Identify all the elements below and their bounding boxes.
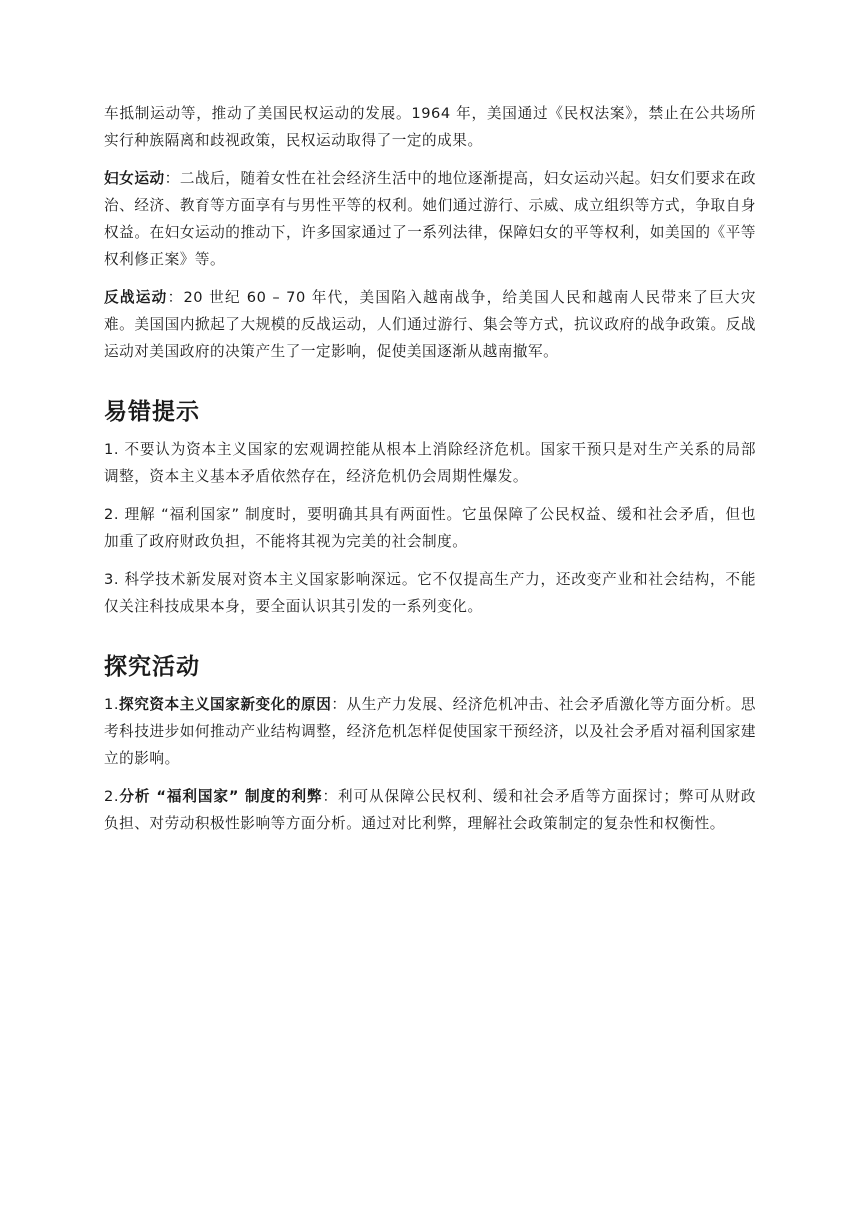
- civil-rights-text: 车抵制运动等，推动了美国民权运动的发展。1964 年，美国通过《民权法案》，禁止在公共场所实行种族隔离和歧视政策，民权运动取得了一定的成果。: [104, 105, 756, 149]
- explore-section-title: 探究活动: [104, 654, 200, 680]
- tip-item-2: 2. 理解 “福利国家” 制度时，要明确其具有两面性。它虽保障了公民权益、缓和社会矛盾，但也加重了政府财政负担，不能将其视为完美的社会制度。: [104, 506, 756, 550]
- explore-item-2-number: 2.: [104, 788, 120, 805]
- explore-item-2: [104, 783, 756, 837]
- tip-item-1: 1. 不要认为资本主义国家的宏观调控能从根本上消除经济危机。国家干预只是对生产关系的局部调整，资本主义基本矛盾依然存在，经济危机仍会周期性爆发。: [104, 441, 756, 485]
- tip-item-3: 3. 科学技术新发展对资本主义国家影响深远。它不仅提高生产力，还改变产业和社会结构，不能仅关注科技成果本身，要全面认识其引发的一系列变化。: [104, 571, 756, 615]
- antiwar-movement-paragraph: [104, 284, 756, 365]
- explore-item-1-number: 1.: [104, 696, 120, 713]
- explore-item-2-text: ：利可从保障公民权利、缓和社会矛盾等方面探讨；弊可从财政负担、对劳动积极性影响等方面分析。通过对比利弊，理解社会政策制定的复杂性和权衡性。: [104, 788, 756, 832]
- document-page: [104, 100, 756, 848]
- womens-movement-label: 妇女运动: [104, 170, 165, 187]
- tips-section-title: 易错提示: [104, 399, 200, 425]
- explore-item-2-label: 分析 “福利国家” 制度的利弊: [119, 788, 323, 805]
- antiwar-movement-label: 反战运动: [104, 289, 168, 306]
- explore-item-1-text: ：从生产力发展、经济危机冲击、社会矛盾激化等方面分析。思考科技进步如何推动产业结构调整，经济危机怎样促使国家干预经济，以及社会矛盾对福利国家建立的影响。: [104, 696, 756, 767]
- womens-movement-paragraph: [104, 165, 756, 273]
- explore-item-1: [104, 691, 756, 772]
- civil-rights-paragraph: [104, 100, 756, 154]
- explore-item-1-label: 探究资本主义国家新变化的原因: [119, 696, 332, 713]
- antiwar-movement-text: ：20 世纪 60 – 70 年代，美国陷入越南战争，给美国人民和越南人民带来了巨大灾难。美国国内掀起了大规模的反战运动，人们通过游行、集会等方式，抗议政府的战争政策。反战运动对美国政府的决策产生了一定影响，促使美国逐渐从越南撤军。: [104, 289, 757, 360]
- womens-movement-text: ：二战后，随着女性在社会经济生活中的地位逐渐提高，妇女运动兴起。妇女们要求在政治、经济、教育等方面享有与男性平等的权利。她们通过游行、示威、成立组织等方式，争取自身权益。在妇女运动的推动下，许多国家通过了一系列法律，保障妇女的平等权利，如美国的《平等权利修正案》等。: [104, 170, 757, 268]
